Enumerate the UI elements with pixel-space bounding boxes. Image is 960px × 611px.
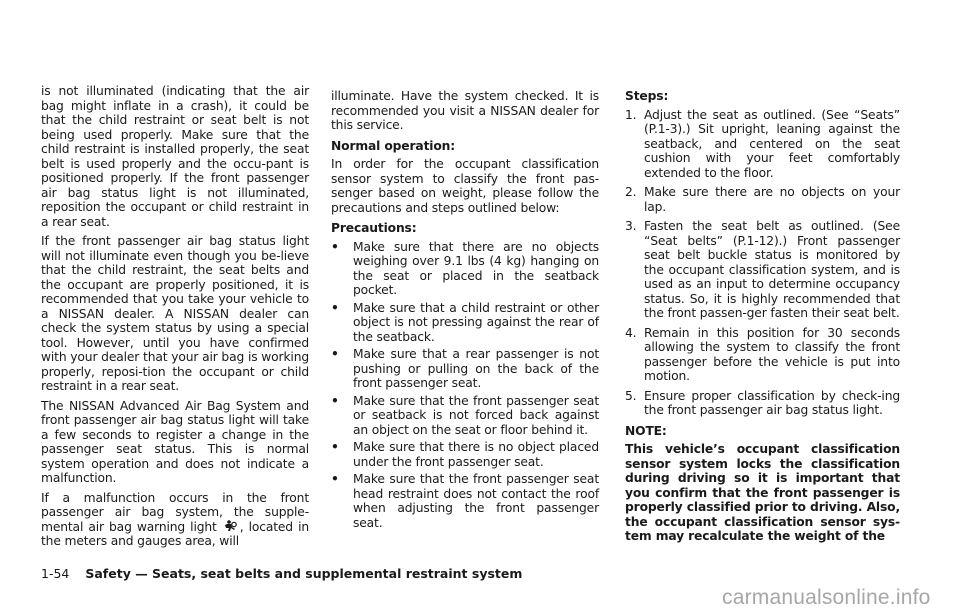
supplemental-air-bag-warning-light-icon xyxy=(223,520,237,532)
step-text: Adjust the seat as outlined. (See “Seats” (P.1-3).) Sit upright, leaning against the seatback, and centered on the seat cushion with your feet comfortably extended to the floor. xyxy=(644,107,900,180)
step-item xyxy=(625,389,900,418)
column-2 xyxy=(331,89,599,533)
list-item-text: Make sure that a child restraint or other object is not pressing against the rear of the seatback. xyxy=(353,300,599,344)
precautions-list xyxy=(331,240,599,531)
step-text: Fasten the seat belt as outlined. (See “Seat belts” (P.1-12).) Front passenger seat belt buckle status is monitored by the occupant classification system, and is used as an input to determine occupancy status. So, it is highly recommended that the front passen-ger fasten their seat belt. xyxy=(644,219,900,320)
paragraph: illuminate. Have the system checked. It is recommended you visit a NISSAN dealer for this service. xyxy=(331,89,599,132)
bullet-icon: • xyxy=(331,347,339,361)
bullet-icon: • xyxy=(331,239,339,254)
paragraph: The NISSAN Advanced Air Bag System and front passenger air bag status light will take a few seconds to register a change in the passenger seat status. This is normal system operation and does not indicate a malfunction. xyxy=(41,398,309,485)
step-item xyxy=(625,185,900,214)
step-number: 3. xyxy=(625,219,637,233)
note-heading: NOTE: xyxy=(625,423,667,438)
watermark: carmanualsonline.info xyxy=(722,586,931,609)
step-text: Remain in this position for 30 seconds allowing the system to classify the front passenger before the vehicle is put into motion. xyxy=(644,325,900,383)
step-number: 1. xyxy=(625,107,637,122)
precautions-heading: Precautions: xyxy=(331,221,417,235)
list-item-text: Make sure that there are no objects weighing over 9.1 lbs (4 kg) hanging on the seat or placed in the seatback pocket. xyxy=(353,239,599,297)
paragraph-text: , located in the meters and gauges area, will xyxy=(41,519,309,548)
list-item-text: Make sure that the front passenger seat head restraint does not contact the roof when adjusting the front passenger seat. xyxy=(353,472,599,530)
step-text: Ensure proper classification by check-ing the front passenger air bag status light. xyxy=(644,388,900,417)
page-footer xyxy=(41,566,522,581)
step-text: Make sure there are no objects on your lap. xyxy=(644,185,900,214)
step-item xyxy=(625,219,900,321)
list-item-text: Make sure that there is no object placed under the front passenger seat. xyxy=(353,440,599,469)
section-title: Safety — Seats, seat belts and supplemental restraint system xyxy=(85,566,523,581)
list-item xyxy=(331,240,599,298)
step-item xyxy=(625,326,900,384)
list-item xyxy=(331,394,599,438)
paragraph-text: If a malfunction occurs in the front passenger air bag system, the supple-mental air bag warning light xyxy=(41,490,309,534)
paragraph: If the front passenger air bag status light will not illuminate even though you be-lieve that the child restraint, the seat belts and the occupant are properly positioned, it is recommended that you take your vehicle to a NISSAN dealer. A NISSAN dealer can check the system status by using a special tool. However, until you have confirmed with your dealer that your air bag is working properly, reposi-tion the occupant or child restraint in a rear seat. xyxy=(41,234,309,393)
note-text: This vehicle’s occupant classification sensor system locks the classification during driving so it is important that you confirm that the front passenger is properly classified prior to driving. Also, the occupant classification sensor sys-tem may recalculate the weight of the xyxy=(625,442,900,543)
paragraph-malfunction xyxy=(41,491,309,549)
list-item-text: Make sure that the front passenger seat or seatback is not forced back against an object on the seat or floor behind it. xyxy=(353,393,599,437)
column-1 xyxy=(41,84,309,554)
list-item-text: Make sure that a rear passenger is not pushing or pulling on the back of the front passenger seat. xyxy=(353,347,599,390)
page-number: 1-54 xyxy=(41,566,70,581)
list-item xyxy=(331,472,599,530)
bullet-icon: • xyxy=(331,393,339,408)
normal-operation-heading: Normal operation: xyxy=(331,138,456,153)
list-item xyxy=(331,347,599,391)
paragraph: In order for the occupant classification sensor system to classify the front pas-senger based on weight, please follow the precautions and steps outlined below: xyxy=(331,157,599,215)
list-item xyxy=(331,440,599,469)
bullet-icon: • xyxy=(331,440,339,454)
column-3 xyxy=(625,89,900,549)
bullet-icon: • xyxy=(331,300,339,315)
step-number: 4. xyxy=(625,325,637,340)
step-item xyxy=(625,108,900,181)
step-number: 2. xyxy=(625,185,637,199)
bullet-icon: • xyxy=(331,472,339,486)
paragraph: is not illuminated (indicating that the air bag might inflate in a crash), it could be that the child restraint or seat belt is not being used properly. Make sure that the child restraint is installed properly, the seat belt is used properly and the occu-pant is positioned properly. If the front passenger air bag status light is not illuminated, reposition the occupant or child restraint in a rear seat. xyxy=(41,84,309,229)
steps-heading: Steps: xyxy=(625,89,669,103)
list-item xyxy=(331,301,599,345)
step-number: 5. xyxy=(625,388,637,403)
steps-list xyxy=(625,108,900,418)
